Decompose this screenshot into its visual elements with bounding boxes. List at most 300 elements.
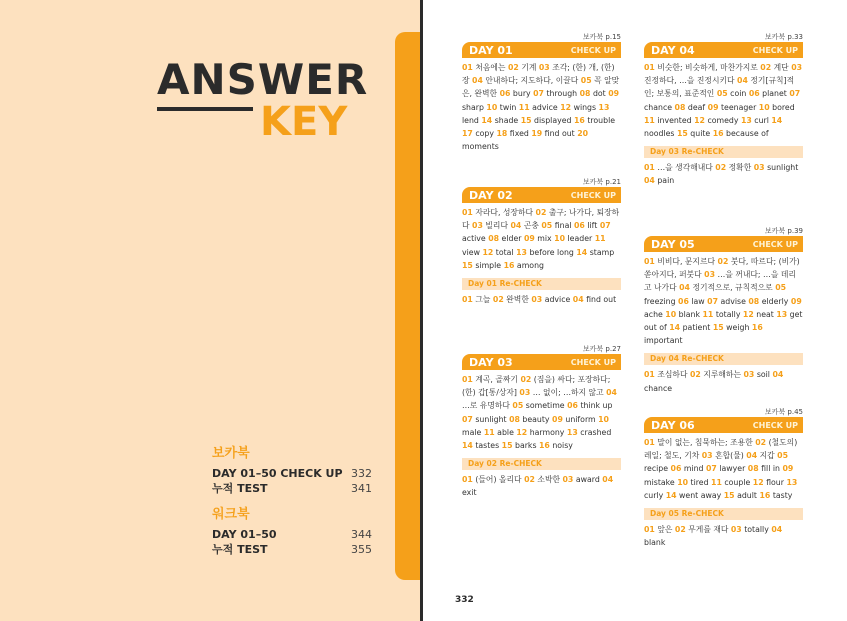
item-answer: copy — [475, 129, 494, 139]
item-number: 19 — [531, 129, 543, 139]
item-number: 01 — [644, 163, 655, 173]
item-answer: deaf — [687, 102, 706, 112]
item-number: 15 — [520, 115, 532, 125]
toc-row-page: 341 — [351, 482, 372, 495]
item-answer: advice — [532, 102, 558, 112]
item-answer: find out — [544, 129, 575, 139]
item-answer: tired — [690, 477, 709, 487]
toc-row-page: 332 — [351, 467, 372, 480]
page-ref: 보카북 p.33 — [764, 33, 803, 41]
item-answer: tasty — [772, 490, 793, 500]
day-header — [462, 42, 621, 58]
item-answer: 자라다, 성장하다 — [475, 208, 534, 217]
item-number: 03 — [753, 163, 765, 173]
item-answer: adult — [737, 490, 757, 500]
item-answer: …을 생각해내다 — [657, 163, 713, 173]
day-label: DAY 01 — [469, 43, 513, 57]
item-answer: (들어) 올리다 — [475, 475, 522, 485]
day-block — [462, 344, 621, 500]
item-number: 15 — [462, 260, 473, 270]
item-number: 13 — [740, 115, 752, 125]
item-answer: 조심하다 — [657, 370, 688, 380]
item-answer: displayed — [534, 115, 572, 125]
item-number: 09 — [608, 89, 620, 99]
item-number: 15 — [712, 323, 724, 333]
item-answer: weigh — [726, 323, 750, 333]
toc-row[interactable] — [212, 542, 372, 557]
recheck-label: Day 03 Re-CHECK — [644, 146, 803, 158]
item-number: 12 — [516, 427, 528, 437]
item-number: 10 — [665, 309, 677, 319]
item-number: 08 — [509, 414, 520, 424]
item-answer: chance — [644, 383, 673, 393]
item-number: 05 — [541, 221, 553, 231]
item-answer: elderly — [761, 296, 789, 306]
item-answer: 붓다, 따르다; (비가) 쏟아지다, 퍼붓다 — [644, 257, 800, 280]
check-label: CHECK UP — [570, 45, 616, 55]
toc-row[interactable] — [212, 466, 372, 481]
item-number: 03 — [730, 525, 742, 535]
check-label: CHECK UP — [752, 45, 798, 55]
item-number: 07 — [533, 89, 544, 99]
item-number: 20 — [577, 129, 589, 139]
item-answer: lift — [587, 221, 598, 231]
item-number: 14 — [669, 323, 681, 333]
item-number: 01 — [644, 438, 655, 447]
item-number: 04 — [771, 525, 783, 535]
item-answer: 말이 없는, 침묵하는; 조용한 — [657, 438, 753, 447]
day-header — [644, 236, 803, 252]
item-number: 06 — [678, 296, 689, 306]
item-number: 01 — [462, 63, 473, 72]
item-answer: … 없이; …하지 않고 — [532, 388, 604, 398]
day-header — [462, 354, 621, 370]
item-number: 16 — [751, 323, 763, 333]
item-number: 06 — [670, 464, 682, 474]
item-number: 05 — [777, 451, 789, 461]
item-answer: advice — [544, 295, 571, 305]
item-answer: curl — [754, 115, 769, 125]
day-label: DAY 03 — [469, 355, 513, 369]
item-number: 07 — [789, 89, 801, 99]
item-answer: quite — [690, 129, 711, 139]
item-answer: barks — [515, 441, 537, 451]
item-answer: teenager — [720, 102, 757, 112]
item-answer: before long — [529, 247, 574, 257]
title-underline — [157, 107, 253, 111]
toc-row[interactable] — [212, 527, 372, 542]
item-number: 17 — [462, 129, 473, 139]
item-answer: blank — [644, 538, 666, 548]
item-number: 07 — [462, 414, 473, 424]
item-answer: 곤충 — [523, 221, 539, 231]
item-number: 05 — [580, 76, 592, 86]
item-answer: active — [462, 234, 486, 244]
toc-row-label: DAY 01–50 CHECK UP — [212, 467, 343, 480]
item-answer: 출구; 나가다, 퇴장하다 — [462, 208, 620, 231]
item-number: 13 — [516, 247, 527, 257]
item-answer: 진정하다, …을 진정시키다 — [644, 76, 735, 86]
item-number: 11 — [711, 477, 722, 487]
item-answer: 비슷한; 비슷하게, 마찬가지로 — [657, 63, 758, 72]
item-number: 08 — [748, 296, 760, 306]
page-ref: 보카북 p.27 — [582, 345, 621, 353]
item-answer: moments — [462, 142, 499, 152]
item-number: 10 — [554, 234, 566, 244]
item-answer: blank — [678, 309, 700, 319]
item-number: 16 — [503, 260, 515, 270]
item-answer: crashed — [580, 427, 612, 437]
item-answer: totally — [715, 309, 741, 319]
item-number: 13 — [566, 427, 578, 437]
item-number: 04 — [510, 221, 522, 231]
item-answer: went away — [679, 490, 722, 500]
recheck-label: Day 01 Re-CHECK — [462, 278, 621, 290]
item-number: 14 — [576, 247, 588, 257]
item-number: 05 — [512, 401, 524, 411]
answers — [644, 433, 803, 502]
page-ref: 보카북 p.21 — [582, 178, 621, 186]
recheck-answers — [644, 520, 803, 549]
item-answer: wings — [573, 102, 597, 112]
item-answer: award — [575, 475, 600, 485]
item-number: 02 — [507, 63, 519, 72]
answers — [644, 252, 803, 347]
item-number: 01 — [644, 257, 655, 266]
item-answer: important — [644, 336, 683, 346]
item-number: 08 — [579, 89, 591, 99]
item-number: 03 — [791, 63, 803, 72]
item-answer: freezing — [644, 296, 676, 306]
item-answer: invented — [657, 115, 692, 125]
item-answer: view — [462, 247, 480, 257]
item-number: 15 — [501, 441, 513, 451]
item-number: 04 — [644, 176, 655, 186]
item-answer: neat — [756, 309, 774, 319]
item-answer: advise — [720, 296, 746, 306]
item-number: 14 — [771, 115, 783, 125]
item-number: 06 — [748, 89, 760, 99]
item-answer: noisy — [552, 441, 573, 451]
item-number: 10 — [486, 102, 498, 112]
item-answer: harmony — [529, 427, 565, 437]
item-number: 13 — [776, 309, 788, 319]
item-answer: noodles — [644, 129, 675, 139]
day-header — [644, 42, 803, 58]
item-answer: leader — [567, 234, 593, 244]
item-number: 02 — [755, 438, 767, 447]
item-answer: lawyer — [719, 464, 746, 474]
day-label: DAY 04 — [651, 43, 695, 57]
item-number: 02 — [715, 163, 727, 173]
day-block — [462, 177, 621, 306]
item-answer: 정확한 — [728, 163, 752, 173]
item-answer: recipe — [644, 464, 669, 474]
item-answer: think up — [580, 401, 613, 411]
recheck-answers — [644, 365, 803, 394]
answers — [644, 58, 803, 140]
item-answer: sharp — [462, 102, 484, 112]
item-number: 18 — [496, 129, 508, 139]
item-answer: 완벽한 — [506, 295, 529, 305]
item-number: 07 — [599, 221, 611, 231]
page-ref: 보카북 p.15 — [582, 33, 621, 41]
toc-row-label: 누적 TEST — [212, 482, 268, 495]
toc-row[interactable] — [212, 481, 372, 496]
item-answer: uniform — [565, 414, 596, 424]
check-label: CHECK UP — [570, 190, 616, 200]
recheck-answers — [462, 290, 621, 306]
item-number: 06 — [567, 401, 578, 411]
day-label: DAY 06 — [651, 418, 695, 432]
item-answer: shade — [494, 115, 519, 125]
item-answer: couple — [724, 477, 751, 487]
item-answer: mix — [537, 234, 552, 244]
day-label: DAY 02 — [469, 188, 513, 202]
recheck-label: Day 02 Re-CHECK — [462, 458, 621, 470]
item-number: 09 — [782, 464, 794, 474]
item-number: 10 — [758, 102, 770, 112]
item-number: 03 — [743, 370, 755, 380]
page-ref: 보카북 p.39 — [764, 227, 803, 235]
item-number: 15 — [676, 129, 688, 139]
item-number: 02 — [717, 257, 729, 266]
item-number: 01 — [462, 295, 473, 305]
toc-row-label: 누적 TEST — [212, 543, 268, 556]
item-number: 08 — [674, 102, 686, 112]
item-answer: total — [495, 247, 514, 257]
day-label: DAY 05 — [651, 237, 695, 251]
item-answer: 혼합(물) — [715, 451, 744, 461]
item-number: 09 — [707, 102, 719, 112]
item-answer: tastes — [475, 441, 500, 451]
item-answer: 기계 — [521, 63, 537, 72]
item-answer: through — [546, 89, 578, 99]
item-answer: soil — [756, 370, 770, 380]
item-answer: 정기적으로, 규칙적으로 — [692, 283, 773, 293]
recheck-label: Day 04 Re-CHECK — [644, 353, 803, 365]
day-block — [462, 32, 621, 153]
recheck-label: Day 05 Re-CHECK — [644, 508, 803, 520]
day-block — [644, 226, 803, 395]
item-number: 09 — [790, 296, 802, 306]
item-answer: 앞은 — [657, 525, 673, 535]
item-number: 12 — [482, 247, 494, 257]
item-answer: 계곡, 골짜기 — [475, 375, 518, 384]
item-answer: patient — [682, 323, 711, 333]
title-answer: ANSWER — [157, 55, 369, 104]
item-answer: able — [497, 427, 514, 437]
item-number: 01 — [462, 375, 473, 384]
item-answer: twin — [499, 102, 517, 112]
item-number: 11 — [518, 102, 530, 112]
item-answer: 무게를 재다 — [688, 525, 729, 535]
item-answer: find out — [586, 295, 617, 305]
item-answer: 계단 — [773, 63, 789, 72]
item-answer: mistake — [644, 477, 675, 487]
item-number: 01 — [462, 475, 473, 485]
item-answer: 꼭 알맞은, 완벽한 — [462, 76, 620, 99]
item-number: 04 — [606, 388, 617, 398]
item-answer: (철도의) 레일; 철도, 기차 — [644, 438, 798, 461]
item-number: 06 — [499, 89, 511, 99]
item-number: 03 — [562, 475, 574, 485]
item-answer: simple — [475, 260, 502, 270]
item-number: 01 — [644, 525, 655, 535]
item-answer: 안내하다; 지도하다, 이끌다 — [485, 76, 579, 86]
item-number: 01 — [644, 63, 655, 72]
item-number: 16 — [712, 129, 724, 139]
item-answer: pain — [657, 176, 675, 186]
item-number: 11 — [594, 234, 606, 244]
item-number: 14 — [481, 115, 493, 125]
item-number: 15 — [723, 490, 735, 500]
item-number: 04 — [472, 76, 483, 86]
item-number: 11 — [644, 115, 655, 125]
item-answer: lend — [462, 115, 479, 125]
section-tab — [395, 32, 420, 580]
item-answer: 처음에는 — [475, 63, 506, 72]
item-number: 12 — [752, 477, 764, 487]
page-divider — [420, 0, 423, 621]
item-answer: 소박한 — [537, 475, 561, 485]
title-key: KEY — [260, 99, 348, 145]
item-answer: 그늘 — [475, 295, 491, 305]
item-answer: coin — [730, 89, 747, 99]
item-answer: …로 유명하다 — [462, 401, 510, 411]
item-number: 05 — [775, 283, 787, 293]
item-number: 06 — [574, 221, 585, 231]
item-answer: male — [462, 427, 482, 437]
item-answer: among — [516, 260, 544, 270]
toc-row-page: 355 — [351, 543, 372, 556]
recheck-answers — [462, 470, 621, 499]
item-answer: stamp — [589, 247, 615, 257]
item-answer: because of — [726, 129, 769, 139]
item-answer: 빌리다 — [485, 221, 508, 231]
item-answer: mind — [683, 464, 704, 474]
item-answer: bored — [772, 102, 795, 112]
item-number: 03 — [704, 270, 716, 280]
item-number: 02 — [492, 295, 504, 305]
toc-vocab — [212, 442, 372, 496]
item-number: 14 — [665, 490, 677, 500]
item-answer: 조각; (한) 개, (한) 장 — [462, 63, 615, 86]
item-number: 08 — [488, 234, 500, 244]
item-number: 09 — [523, 234, 535, 244]
item-number: 08 — [747, 464, 759, 474]
item-answer: bury — [512, 89, 531, 99]
item-answer: exit — [462, 488, 477, 498]
item-answer: final — [554, 221, 572, 231]
check-label: CHECK UP — [752, 239, 798, 249]
item-number: 04 — [679, 283, 690, 293]
item-number: 13 — [786, 477, 798, 487]
item-number: 01 — [462, 208, 473, 217]
item-number: 05 — [716, 89, 728, 99]
check-label: CHECK UP — [570, 357, 616, 367]
item-answer: 정기[규칙]적인; 보통의, 표준적인 — [644, 76, 795, 99]
answers — [462, 58, 621, 153]
item-answer: 지루해하는 — [703, 370, 741, 380]
item-answer: sunlight — [475, 414, 507, 424]
item-number: 02 — [524, 475, 535, 485]
item-answer: dot — [592, 89, 606, 99]
item-number: 03 — [531, 295, 543, 305]
item-number: 10 — [677, 477, 689, 487]
item-answer: beauty — [522, 414, 550, 424]
page-number: 332 — [455, 595, 474, 605]
item-number: 04 — [746, 451, 758, 461]
answers — [462, 370, 621, 452]
item-answer: get out of — [644, 309, 803, 333]
item-number: 12 — [560, 102, 572, 112]
item-number: 13 — [598, 102, 610, 112]
item-answer: curly — [644, 490, 664, 500]
item-answer: sunlight — [767, 163, 799, 173]
item-number: 04 — [772, 370, 784, 380]
item-number: 03 — [472, 221, 483, 231]
item-answer: flour — [766, 477, 784, 487]
item-answer: 지갑 — [759, 451, 775, 461]
item-answer: planet — [762, 89, 787, 99]
item-number: 03 — [519, 388, 531, 398]
toc-row-page: 344 — [351, 528, 372, 541]
check-label: CHECK UP — [752, 420, 798, 430]
day-block — [644, 32, 803, 188]
item-answer: 비비다, 문지르다 — [657, 257, 716, 266]
toc-row-label: DAY 01–50 — [212, 528, 277, 541]
item-number: 04 — [602, 475, 614, 485]
item-number: 11 — [483, 427, 495, 437]
item-answer: trouble — [587, 115, 616, 125]
item-number: 11 — [702, 309, 714, 319]
item-number: 02 — [674, 525, 686, 535]
item-answer: fixed — [509, 129, 529, 139]
toc-work — [212, 503, 372, 557]
item-answer: elder — [501, 234, 522, 244]
item-number: 02 — [520, 375, 532, 384]
item-answer: totally — [744, 525, 769, 535]
item-answer: law — [691, 296, 705, 306]
item-number: 01 — [644, 370, 655, 380]
item-number: 16 — [573, 115, 585, 125]
item-number: 04 — [737, 76, 748, 86]
page-ref: 보카북 p.45 — [764, 408, 803, 416]
item-answer: sometime — [525, 401, 565, 411]
item-number: 07 — [706, 464, 717, 474]
item-number: 02 — [689, 370, 701, 380]
toc-vocab-heading: 보카북 — [212, 446, 250, 461]
item-number: 03 — [538, 63, 550, 72]
recheck-answers — [644, 158, 803, 187]
item-number: 12 — [742, 309, 754, 319]
item-answer: chance — [644, 102, 673, 112]
day-header — [462, 187, 621, 203]
item-number: 02 — [535, 208, 547, 217]
item-answer: ache — [644, 309, 663, 319]
item-answer: fill in — [761, 464, 780, 474]
item-number: 04 — [572, 295, 584, 305]
item-number: 02 — [760, 63, 772, 72]
item-number: 09 — [552, 414, 563, 424]
item-number: 16 — [759, 490, 771, 500]
item-number: 12 — [694, 115, 705, 125]
day-header — [644, 417, 803, 433]
item-number: 16 — [539, 441, 550, 451]
day-block — [644, 407, 803, 549]
toc-work-heading: 워크북 — [212, 507, 250, 522]
